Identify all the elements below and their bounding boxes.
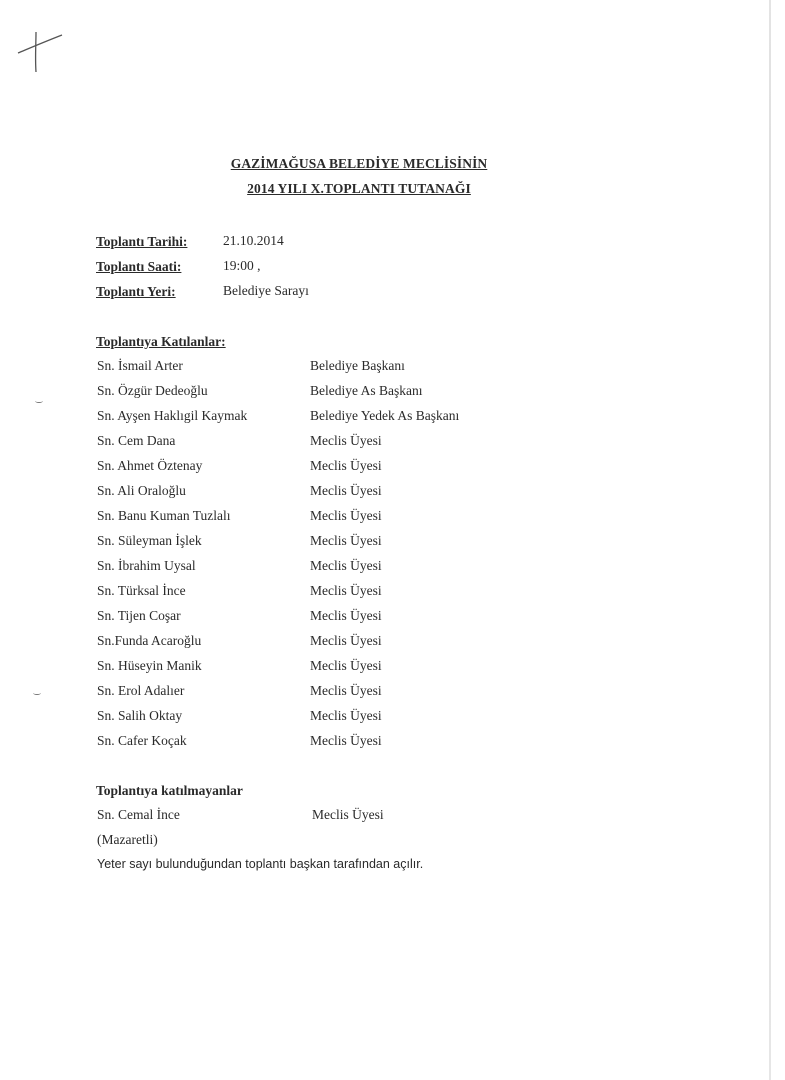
- absent-row: [97, 807, 657, 827]
- attendee-row: [97, 558, 657, 578]
- attendee-name: Sn. Özgür Dedeoğlu: [97, 383, 208, 398]
- attendee-row: [97, 708, 657, 728]
- absent-note: (Mazaretli): [97, 832, 158, 847]
- meeting-place-label: Toplantı Yeri:: [96, 284, 176, 299]
- document-title-line2: 2014 YILI X.TOPLANTI TUTANAĞI: [247, 181, 471, 196]
- attendee-role: Meclis Üyesi: [310, 433, 382, 448]
- absent-heading: Toplantıya katılmayanlar: [96, 783, 243, 798]
- attendee-role: Meclis Üyesi: [310, 608, 382, 623]
- attendee-row: [97, 583, 657, 603]
- attendee-role: Belediye Başkanı: [310, 358, 405, 373]
- attendee-row: [97, 608, 657, 628]
- attendee-row: [97, 458, 657, 478]
- attendee-row: [97, 358, 657, 378]
- attendee-name: Sn. Ahmet Öztenay: [97, 458, 203, 473]
- attendee-name: Sn. Tijen Coşar: [97, 608, 181, 623]
- attendee-row: [97, 733, 657, 753]
- attendee-name: Sn. İsmail Arter: [97, 358, 183, 373]
- attendee-name: Sn. Ali Oraloğlu: [97, 483, 186, 498]
- scan-edge: [769, 0, 771, 1080]
- attendee-row: [97, 508, 657, 528]
- attendee-row: [97, 483, 657, 503]
- attendee-row: [97, 658, 657, 678]
- attendee-role: Meclis Üyesi: [310, 708, 382, 723]
- attendee-row: [97, 683, 657, 703]
- attendee-name: Sn. Ayşen Haklıgil Kaymak: [97, 408, 248, 423]
- attendee-role: Meclis Üyesi: [310, 733, 382, 748]
- attendee-name: Sn. İbrahim Uysal: [97, 558, 196, 573]
- meeting-time-label: Toplantı Saati:: [96, 259, 182, 274]
- attendee-name: Sn. Süleyman İşlek: [97, 533, 202, 548]
- attendee-name: Sn. Hüseyin Manik: [97, 658, 202, 673]
- attendee-row: [97, 633, 657, 653]
- scan-speck: [35, 399, 43, 403]
- absent-name: Sn. Cemal İnce: [97, 807, 180, 822]
- attendee-role: Meclis Üyesi: [310, 633, 382, 648]
- attendee-role: Meclis Üyesi: [310, 458, 382, 473]
- attendee-row: [97, 433, 657, 453]
- attendee-role: Meclis Üyesi: [310, 683, 382, 698]
- attendee-name: Sn. Salih Oktay: [97, 708, 183, 723]
- attendee-name: Sn. Banu Kuman Tuzlalı: [97, 508, 231, 523]
- attendee-role: Meclis Üyesi: [310, 508, 382, 523]
- attendee-name: Sn. Türksal İnce: [97, 583, 186, 598]
- attendee-name: Sn. Erol Adalıer: [97, 683, 185, 698]
- attendee-role: Meclis Üyesi: [310, 558, 382, 573]
- attendee-row: [97, 383, 657, 403]
- attendee-role: Meclis Üyesi: [310, 658, 382, 673]
- meeting-place-value: Belediye Sarayı: [223, 283, 309, 298]
- absent-role: Meclis Üyesi: [312, 807, 384, 822]
- document-title-line1: GAZİMAĞUSA BELEDİYE MECLİSİNİN: [230, 156, 488, 171]
- attendee-name: Sn. Cem Dana: [97, 433, 176, 448]
- meeting-date-label: Toplantı Tarihi:: [96, 234, 188, 249]
- attendee-role: Belediye As Başkanı: [310, 383, 423, 398]
- meeting-time-value: 19:00 ,: [223, 258, 261, 273]
- attendee-role: Meclis Üyesi: [310, 483, 382, 498]
- closing-sentence: Yeter sayı bulunduğundan toplantı başkan tarafından açılır.: [97, 857, 424, 871]
- attendee-role: Meclis Üyesi: [310, 583, 382, 598]
- attendee-role: Belediye Yedek As Başkanı: [310, 408, 460, 423]
- handwritten-cross-mark: [14, 26, 66, 76]
- attendees-heading: Toplantıya Katılanlar:: [96, 334, 226, 349]
- meeting-date-value: 21.10.2014: [223, 233, 284, 248]
- attendee-name: Sn. Cafer Koçak: [97, 733, 187, 748]
- scan-speck: [33, 691, 41, 695]
- attendee-row: [97, 533, 657, 553]
- attendee-name: Sn.Funda Acaroğlu: [97, 633, 202, 648]
- attendee-row: [97, 408, 657, 428]
- attendee-role: Meclis Üyesi: [310, 533, 382, 548]
